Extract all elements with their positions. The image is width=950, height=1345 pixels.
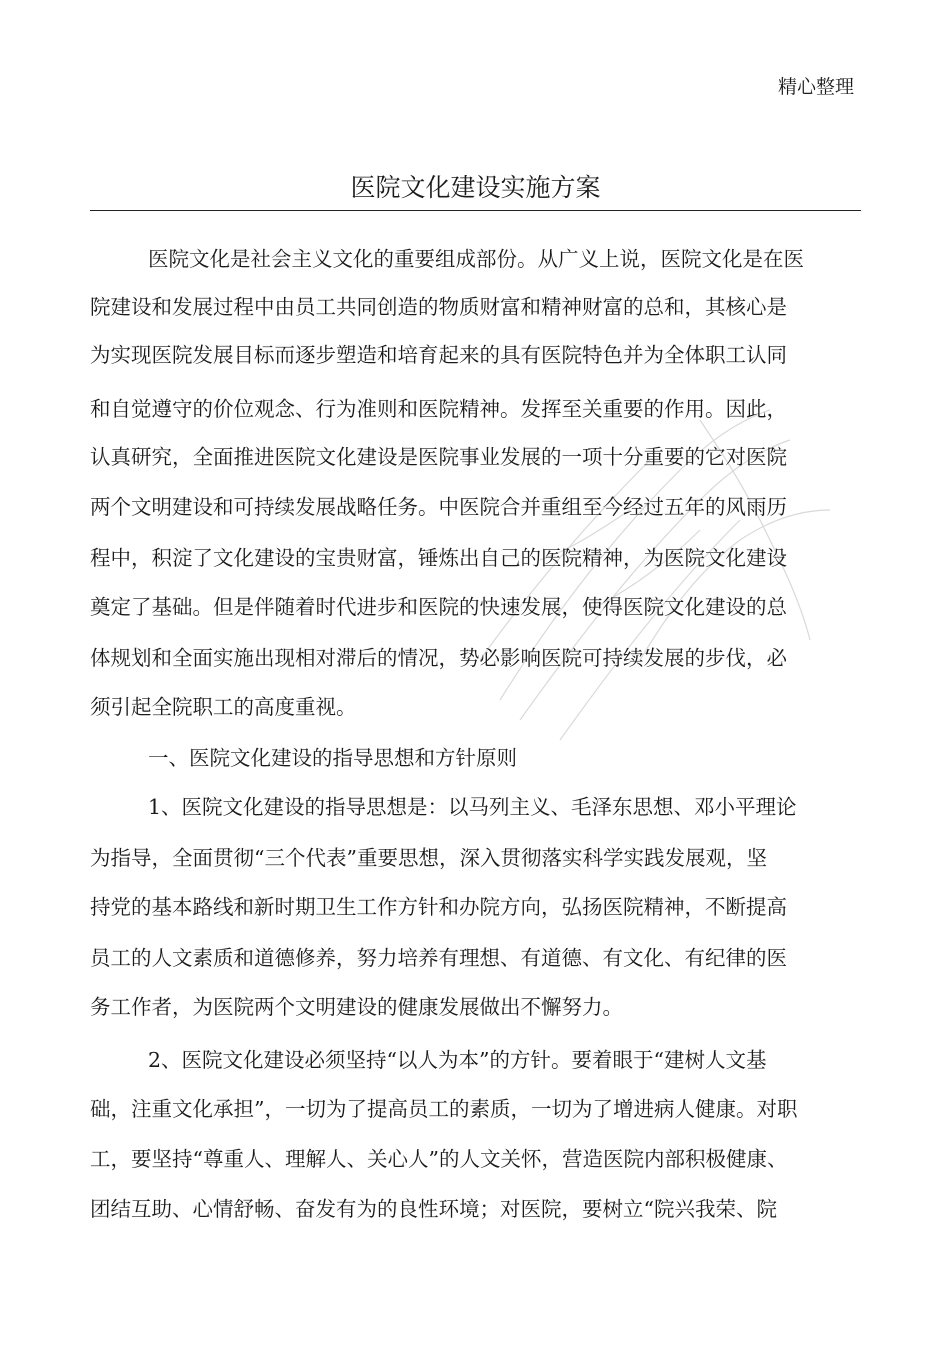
paragraph-line: 程中，积淀了文化建设的宝贵财富，锤炼出自己的医院精神，为医院文化建设: [90, 546, 787, 570]
paragraph-line: 两个文明建设和可持续发展战略任务。中医院合并重组至今经过五年的风雨历: [90, 495, 787, 519]
paragraph-line: 务工作者，为医院两个文明建设的健康发展做出不懈努力。: [90, 995, 623, 1019]
paragraph-line: 础，注重文化承担”，一切为了提高员工的素质，一切为了增进病人健康。对职: [90, 1097, 798, 1121]
paragraph-line: 工，要坚持“尊重人、理解人、关心人”的人文关怀，营造医院内部积极健康、: [90, 1147, 788, 1171]
document-title: 医院文化建设实施方案: [350, 173, 601, 202]
title-underline: [90, 210, 861, 211]
paragraph-line: 和自觉遵守的价位观念、行为准则和医院精神。发挥至关重要的作用。因此，: [90, 397, 787, 421]
paragraph-line: 持党的基本路线和新时期卫生工作方针和办院方向，弘扬医院精神，不断提高: [90, 895, 787, 919]
paragraph-line: 院建设和发展过程中由员工共同创造的物质财富和精神财富的总和，其核心是: [90, 295, 787, 319]
header-note: 精心整理: [777, 76, 854, 98]
paragraph-line: 医院文化是社会主义文化的重要组成部份。从广义上说，医院文化是在医: [148, 247, 804, 271]
paragraph-line: 体规划和全面实施出现相对滞后的情况，势必影响医院可持续发展的步伐，必: [90, 646, 787, 670]
paragraph-line: 为实现医院发展目标而逐步塑造和培育起来的具有医院特色并为全体职工认同: [90, 343, 787, 367]
paragraph-line: 认真研究，全面推进医院文化建设是医院事业发展的一项十分重要的它对医院: [90, 445, 787, 469]
paragraph-line: 1、医院文化建设的指导思想是：以马列主义、毛泽东思想、邓小平理论: [148, 795, 797, 819]
paragraph-line: 奠定了基础。但是伴随着时代进步和医院的快速发展，使得医院文化建设的总: [90, 595, 787, 619]
paragraph-line: 2、医院文化建设必须坚持“以人为本”的方针。要着眼于“建树人文基: [148, 1048, 767, 1072]
paragraph-line: 团结互助、心情舒畅、奋发有为的良性环境；对医院，要树立“院兴我荣、院: [90, 1197, 777, 1221]
section-heading: 一、医院文化建设的指导思想和方针原则: [148, 746, 517, 770]
paragraph-line: 员工的人文素质和道德修养，努力培养有理想、有道德、有文化、有纪律的医: [90, 946, 787, 970]
paragraph-line: 为指导，全面贯彻“三个代表”重要思想，深入贯彻落实科学实践发展观，坚: [90, 846, 767, 870]
paragraph-line: 须引起全院职工的高度重视。: [90, 695, 357, 719]
